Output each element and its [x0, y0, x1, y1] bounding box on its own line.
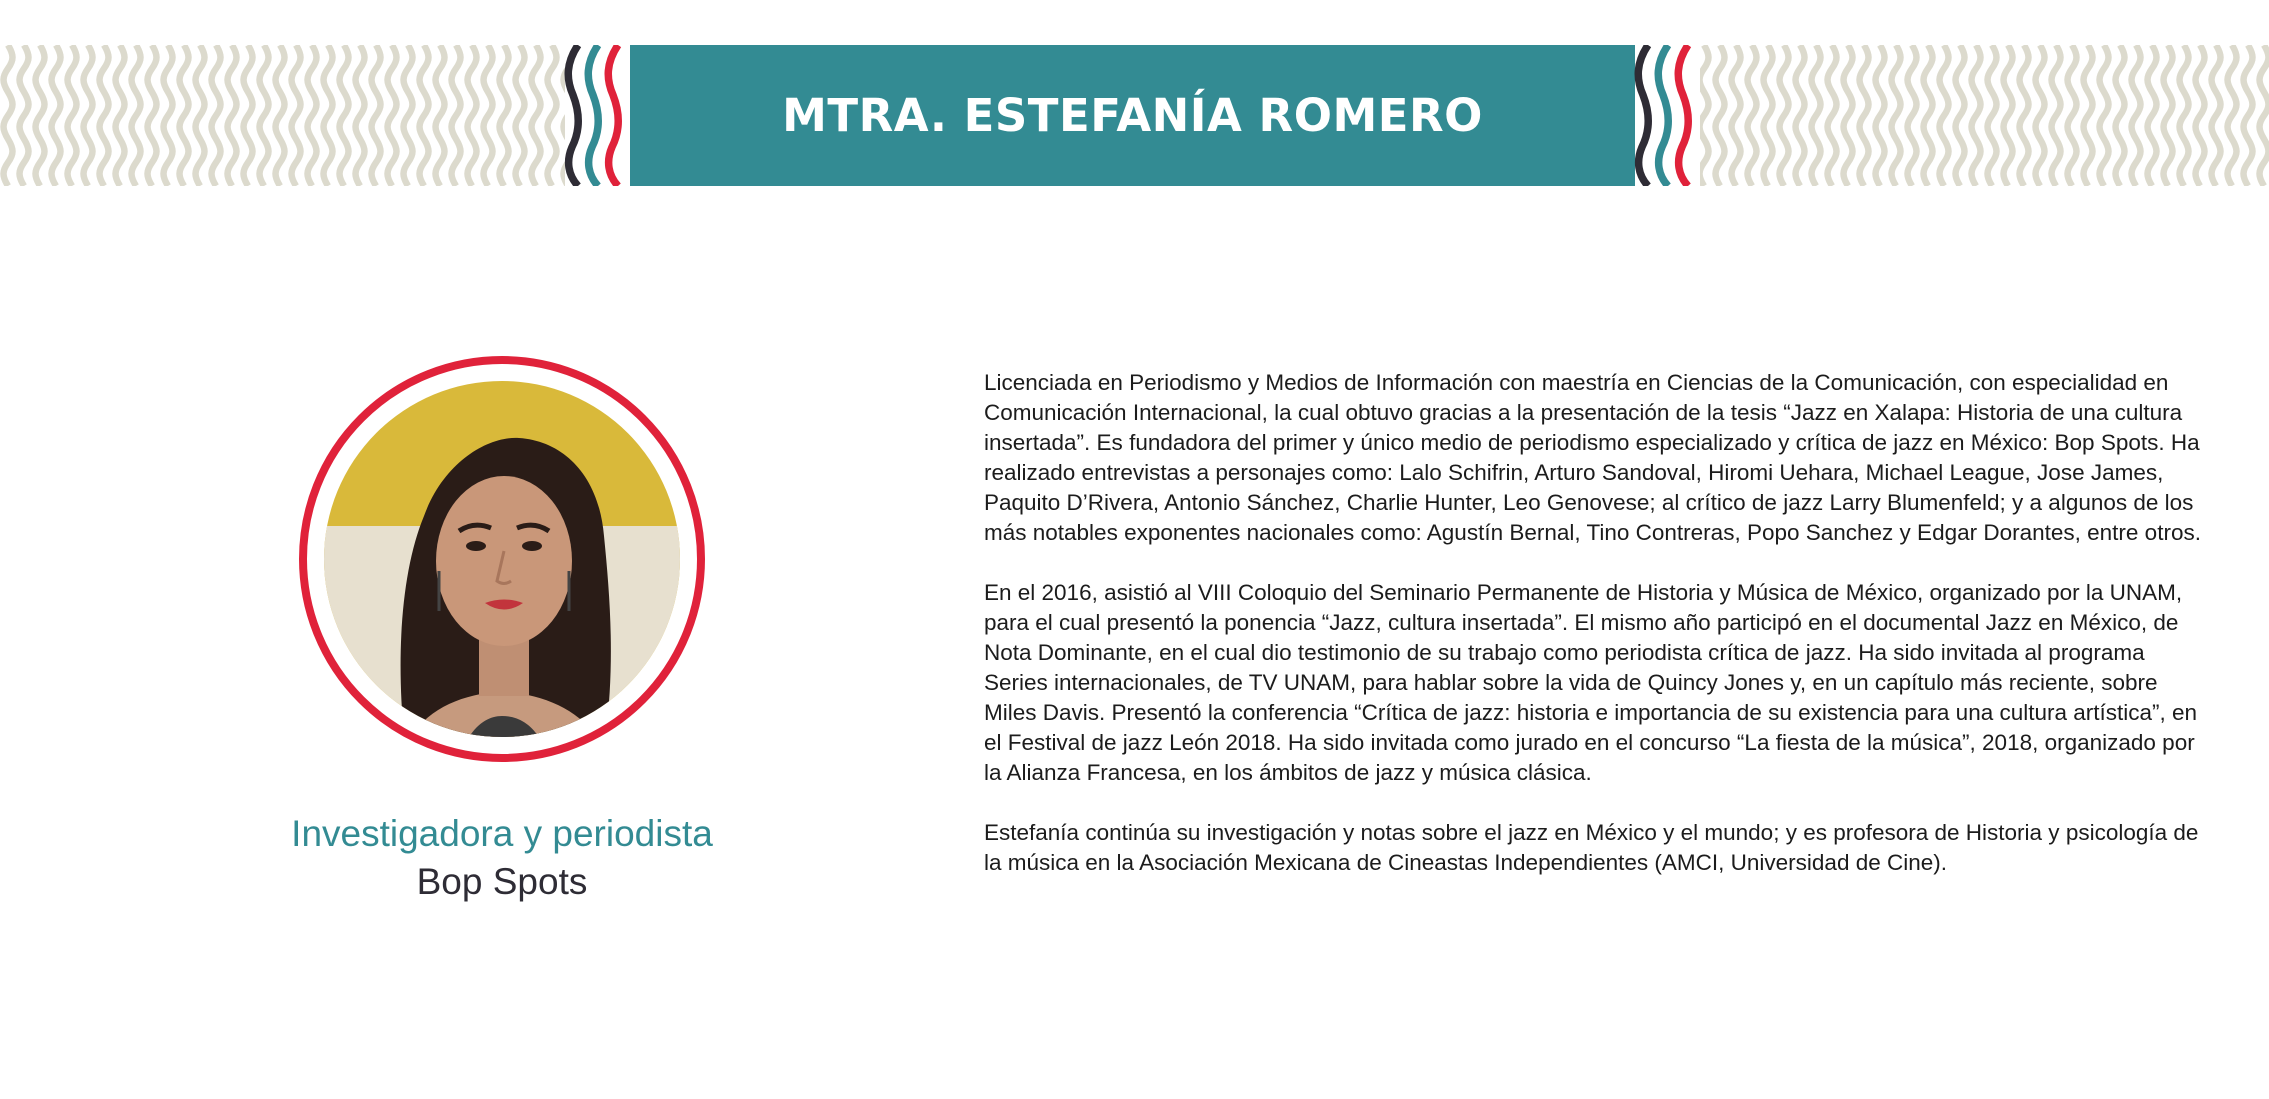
- bio-paragraph: Estefanía continúa su investigación y notas sobre el jazz en México y el mundo; y es profesora de Historia y psicología de la música en la Asociación Mexicana de Cineastas Independientes (AMCI, Universidad de Cine).: [984, 820, 2199, 875]
- right-accent-waves: [1638, 45, 1688, 186]
- left-accent-waves: [568, 45, 618, 186]
- right-wave-pattern: [1700, 45, 2269, 186]
- bio-paragraph: En el 2016, asistió al VIII Coloquio del Seminario Permanente de Historia y Música de México, organizado por la UNAM, para el cual presentó la ponencia “Jazz, cultura insertada”. El mismo año participó en el documental Jazz en México, de Nota Dominante, en el cual dio testimonio de su trabajo como periodista crítica de jazz. Ha sido invitada al programa Series internacionales, de TV UNAM, para hablar sobre la vida de Quincy Jones y, en un capítulo más reciente, sobre Miles Davis. Presentó la conferencia “Crítica de jazz: historia e importancia de su existencia para una cultura artística”, en el Festival de jazz León 2018. Ha sido invitada como jurado en el concurso “La fiesta de la música”, 2018, organizado por la Alianza Francesa, en los ámbitos de jazz y música clásica.: [984, 580, 2198, 785]
- profile-organization: Bop Spots: [416, 861, 588, 902]
- header-banner: [0, 45, 2269, 186]
- portrait-graphic: [299, 356, 705, 762]
- page-title: MTRA. ESTEFANÍA ROMERO: [782, 89, 1483, 142]
- profile-role: Investigadora y periodista: [291, 813, 713, 854]
- profile-caption: [200, 810, 804, 906]
- profile-photo: [299, 356, 705, 762]
- left-wave-pattern: [0, 45, 565, 186]
- bio-paragraph: Licenciada en Periodismo y Medios de Información con maestría en Ciencias de la Comunicación, con especialidad en Comunicación Internacional, la cual obtuvo gracias a la presentación de la tesis “Jazz en Xalapa: Historia de una cultura insertada”. Es fundadora del primer y único medio de periodismo especializado y crítica de jazz en México: Bop Spots. Ha realizado entrevistas a personajes como: Lalo Schifrin, Arturo Sandoval, Hiromi Uehara, Michael League, Jose James, Paquito D’Rivera, Antonio Sánchez, Charlie Hunter, Leo Genovese; al crítico de jazz Larry Blumenfeld; y a algunos de los más notables exponentes nacionales como: Agustín Bernal, Tino Contreras, Popo Sanchez y Edgar Dorantes, entre otros.: [984, 370, 2201, 545]
- biography: [984, 368, 2204, 908]
